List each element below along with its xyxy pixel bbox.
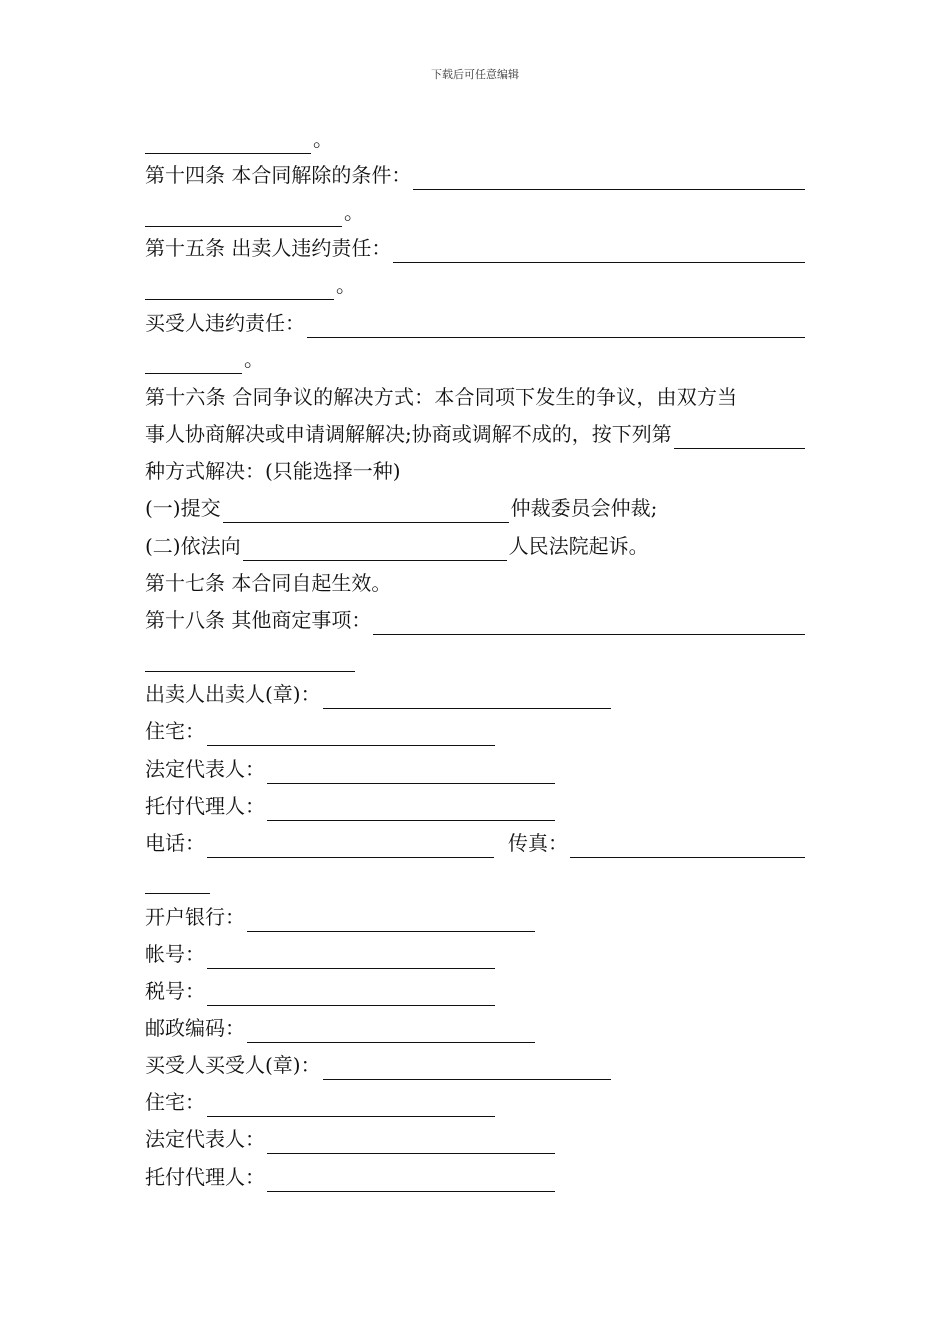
seller-address xyxy=(145,716,497,746)
blank-field[interactable] xyxy=(145,277,334,300)
blank-field[interactable] xyxy=(223,500,509,523)
line-text: 托付代理人： xyxy=(145,1165,265,1189)
line-text: 住宅： xyxy=(145,1090,205,1114)
blank-field[interactable] xyxy=(207,983,495,1006)
blank-field[interactable] xyxy=(393,240,805,263)
article-15 xyxy=(145,233,807,263)
blank-field[interactable] xyxy=(145,649,355,672)
seller-account xyxy=(145,939,497,969)
buyer-agent xyxy=(145,1162,557,1192)
seller-tax-id xyxy=(145,976,497,1006)
blank-field[interactable] xyxy=(145,204,342,227)
line-text: 住宅： xyxy=(145,719,205,743)
blank-field[interactable] xyxy=(243,538,507,561)
line-1 xyxy=(145,124,333,154)
blank-field[interactable] xyxy=(207,1094,495,1117)
blank-field[interactable] xyxy=(323,1057,611,1080)
line-text: (一)提交 xyxy=(145,496,221,520)
line-text: 法定代表人： xyxy=(145,757,265,781)
option-1 xyxy=(145,493,657,523)
line-text: 种方式解决：(只能选择一种) xyxy=(145,459,401,483)
blank-field[interactable] xyxy=(674,426,805,449)
line-text: 第十四条 本合同解除的条件： xyxy=(145,163,412,187)
article-17 xyxy=(145,568,391,598)
buyer-address xyxy=(145,1087,497,1117)
line-text: 传真： xyxy=(508,831,568,855)
line-text: 出卖人出卖人(章)： xyxy=(145,682,321,706)
blank-field[interactable] xyxy=(247,1020,535,1043)
line-5 xyxy=(145,270,356,300)
page-header: 下载后可任意编辑 xyxy=(431,68,519,81)
blank-field[interactable] xyxy=(267,761,555,784)
blank-field[interactable] xyxy=(145,131,311,154)
line-text: 仲裁委员会仲裁; xyxy=(510,496,658,520)
article-16-cont2 xyxy=(145,456,401,486)
blank-field[interactable] xyxy=(145,871,210,894)
buyer-seal xyxy=(145,1050,613,1080)
option-2 xyxy=(145,531,649,561)
blank-field[interactable] xyxy=(267,798,555,821)
blank-field[interactable] xyxy=(373,612,805,635)
line-text: (二)依法向 xyxy=(145,534,241,558)
line-text: 第十八条 其他商定事项： xyxy=(145,608,372,632)
line-text: 买受人违约责任： xyxy=(145,311,305,335)
article-18 xyxy=(145,605,807,635)
article-14 xyxy=(145,160,807,190)
blank-field[interactable] xyxy=(267,1169,555,1192)
seller-postcode xyxy=(145,1013,537,1043)
blank-field[interactable] xyxy=(207,946,495,969)
line-text: 。 xyxy=(313,127,333,151)
line-text: 帐号： xyxy=(145,942,205,966)
line-text: 邮政编码： xyxy=(145,1016,245,1040)
blank-field[interactable] xyxy=(247,909,535,932)
line-text: 事人协商解决或申请调解解决;协商或调解不成的，按下列第 xyxy=(145,422,672,446)
seller-bank xyxy=(145,902,537,932)
seller-agent xyxy=(145,791,557,821)
seller-phone-fax xyxy=(145,828,807,858)
line-text: 第十六条 合同争议的解决方式：本合同项下发生的争议，由双方当 xyxy=(145,385,738,409)
blank-field[interactable] xyxy=(267,1131,555,1154)
blank-field[interactable] xyxy=(323,686,611,709)
line-text: 第十五条 出卖人违约责任： xyxy=(145,236,392,260)
article-16 xyxy=(145,382,807,412)
line-text: 法定代表人： xyxy=(145,1127,265,1151)
line-7 xyxy=(145,344,264,374)
line-text: 托付代理人： xyxy=(145,794,265,818)
line-fax-cont xyxy=(145,864,212,894)
line-text: 开户银行： xyxy=(145,905,245,929)
blank-field[interactable] xyxy=(145,351,242,374)
line-text: 人民法院起诉。 xyxy=(508,534,649,558)
seller-legal-rep xyxy=(145,754,557,784)
line-15 xyxy=(145,642,357,672)
blank-field[interactable] xyxy=(207,723,495,746)
line-text: 税号： xyxy=(145,979,205,1003)
blank-field[interactable] xyxy=(570,835,805,858)
line-text: 买受人买受人(章)： xyxy=(145,1053,321,1077)
line-3 xyxy=(145,197,364,227)
blank-field[interactable] xyxy=(307,315,805,338)
line-text: 。 xyxy=(336,273,356,297)
buyer-legal-rep xyxy=(145,1124,557,1154)
blank-field[interactable] xyxy=(207,835,494,858)
line-text: 第十七条 本合同自起生效。 xyxy=(145,571,392,595)
line-text: 。 xyxy=(344,200,364,224)
line-text: 。 xyxy=(244,347,264,371)
seller-seal xyxy=(145,679,613,709)
line-text: 电话： xyxy=(145,831,205,855)
buyer-liability xyxy=(145,308,807,338)
article-16-cont xyxy=(145,419,807,449)
blank-field[interactable] xyxy=(413,167,805,190)
